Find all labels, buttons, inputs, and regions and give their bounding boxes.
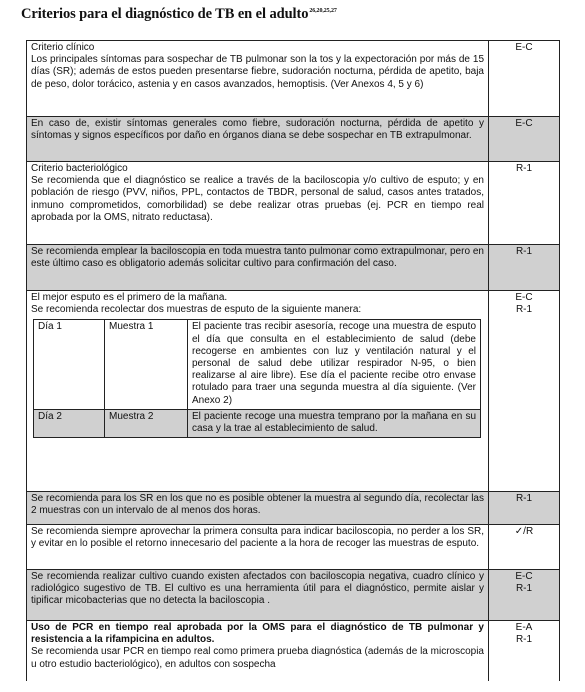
title-text: Criterios para el diagnóstico de TB en el adulto — [21, 6, 309, 22]
evidence-level — [489, 41, 559, 116]
row-text — [27, 621, 489, 681]
criteria-row-sputum — [27, 291, 559, 492]
criteria-table — [26, 40, 560, 681]
row-text — [27, 291, 489, 491]
evidence-level-value: R-1 — [515, 304, 533, 316]
sample-row — [34, 409, 481, 437]
row-body: Se recomienda para los SR en los que no es posible obtener la muestra al segundo día, recolectar las 2 muestras con un intervalo de al menos dos horas. — [31, 493, 484, 517]
evidence-level-value: E-C — [515, 292, 533, 303]
criteria-row-culture — [27, 570, 559, 621]
row-line: El mejor esputo es el primero de la mañana. — [31, 292, 228, 303]
evidence-level — [489, 570, 559, 620]
row-text — [27, 41, 489, 116]
row-body: Los principales síntomas para sospechar de TB pulmonar son la tos y la expectoración por más de 15 días (SR); además de estos pueden presentarse fiebre, sudoración nocturna, pérdida de apetito, baja de peso, dolor torácico, astenia y en casos avanzados, hemoptisis. (Ver Anexos 4, 5 y 6) — [31, 54, 484, 90]
row-text — [27, 492, 489, 524]
page-title — [21, 6, 337, 23]
evidence-level-value: E-C — [515, 118, 533, 129]
evidence-level — [489, 525, 559, 569]
row-text — [27, 245, 489, 290]
evidence-level-value: E-C — [515, 571, 533, 582]
row-text — [27, 570, 489, 620]
evidence-level — [489, 492, 559, 524]
sample-description: El paciente tras recibir asesoría, recoge una muestra de esputo el día que consulta en el establecimiento de salud (debe recogerse en ambientes con luz y ventilación natural y el personal de salud debe utilizar respirador N-95, o bien realizarse al aire libre). Ese día el paciente recibe otro envase rotulado para traer una segunda muestra al día siguiente. (Ver Anexo 2) — [188, 320, 481, 409]
title-reference: 26,20,25,27 — [309, 8, 337, 14]
sample-day: Día 2 — [34, 409, 105, 437]
evidence-level-value: R-1 — [515, 634, 533, 646]
evidence-level — [489, 621, 559, 681]
sample-table — [33, 319, 481, 438]
row-body: Se recomienda realizar cultivo cuando existen afectados con baciloscopia negativa, cuadro clínico y radiológico sugestivo de TB. El cultivo es una herramienta útil para el diagnóstico, permite aislar y tipificar micobacterias que no detecta la baciloscopia . — [31, 571, 484, 607]
row-heading: Criterio clínico — [31, 42, 95, 53]
row-bold-heading: Uso de PCR en tiempo real aprobada por la OMS para el diagnóstico de TB pulmonar y resistencia a la rifampicina en adultos. — [31, 622, 484, 646]
criteria-row-clinical — [27, 41, 559, 117]
sample-day: Día 1 — [34, 320, 105, 409]
evidence-level — [489, 117, 559, 161]
evidence-level-value: E-C — [515, 42, 533, 53]
evidence-level-value: ✓/R — [514, 526, 534, 537]
criteria-row-pcr — [27, 621, 559, 681]
row-text — [27, 162, 489, 244]
evidence-level — [489, 162, 559, 244]
evidence-level-value: E-A — [515, 622, 533, 633]
criteria-row-second-day — [27, 492, 559, 525]
evidence-level — [489, 291, 559, 491]
evidence-level-value: R-1 — [515, 493, 533, 504]
evidence-level-value: R-1 — [515, 163, 533, 174]
row-body: Se recomienda usar PCR en tiempo real como primera prueba diagnóstica (además de la microscopia u otro estudio bacteriológico), en adultos con sospecha — [31, 646, 484, 670]
sample-description: El paciente recoge una muestra temprano por la mañana en su casa y la trae al establecimiento de salud. — [188, 409, 481, 437]
row-body: Se recomienda que el diagnóstico se realice a través de la baciloscopia y/o cultivo de esputo; y en población de riesgo (PVV, niños, PPL, contactos de TBDR, personal de salud, casos antes tratados, inmuno comprometidos, comorbilidad) se debe realizar otras pruebas (ej. PCR en tiempo real aprobada por la OMS, nitrato reductasa). — [31, 175, 484, 223]
row-text — [27, 117, 489, 161]
criteria-row-first-consult — [27, 525, 559, 570]
sample-row — [34, 320, 481, 409]
row-text — [27, 525, 489, 569]
criteria-row-extrapulmonary — [27, 117, 559, 162]
row-heading: Criterio bacteriológico — [31, 163, 128, 174]
criteria-row-baciloscopia — [27, 245, 559, 291]
row-line: Se recomienda recolectar dos muestras de esputo de la siguiente manera: — [31, 304, 362, 316]
row-body: Se recomienda siempre aprovechar la primera consulta para indicar baciloscopia, no perder a los SR, y evitar en lo posible el retorno innecesario del paciente a la hora de recoger las muestras de esputo. — [31, 526, 484, 550]
row-body: Se recomienda emplear la baciloscopia en toda muestra tanto pulmonar como extrapulmonar, pero en este último caso es obligatorio además solicitar cultivo para confirmación del caso. — [31, 246, 484, 270]
evidence-level — [489, 245, 559, 290]
sample-label: Muestra 2 — [105, 409, 188, 437]
row-body: En caso de, existir síntomas generales como fiebre, sudoración nocturna, pérdida de apetito y síntomas y signos específicos por daño en órganos diana se debe sospechar en TB extrapulmonar. — [31, 118, 484, 142]
evidence-level-value: R-1 — [515, 583, 533, 595]
sample-label: Muestra 1 — [105, 320, 188, 409]
evidence-level-value: R-1 — [515, 246, 533, 257]
criteria-row-bacteriological — [27, 162, 559, 245]
